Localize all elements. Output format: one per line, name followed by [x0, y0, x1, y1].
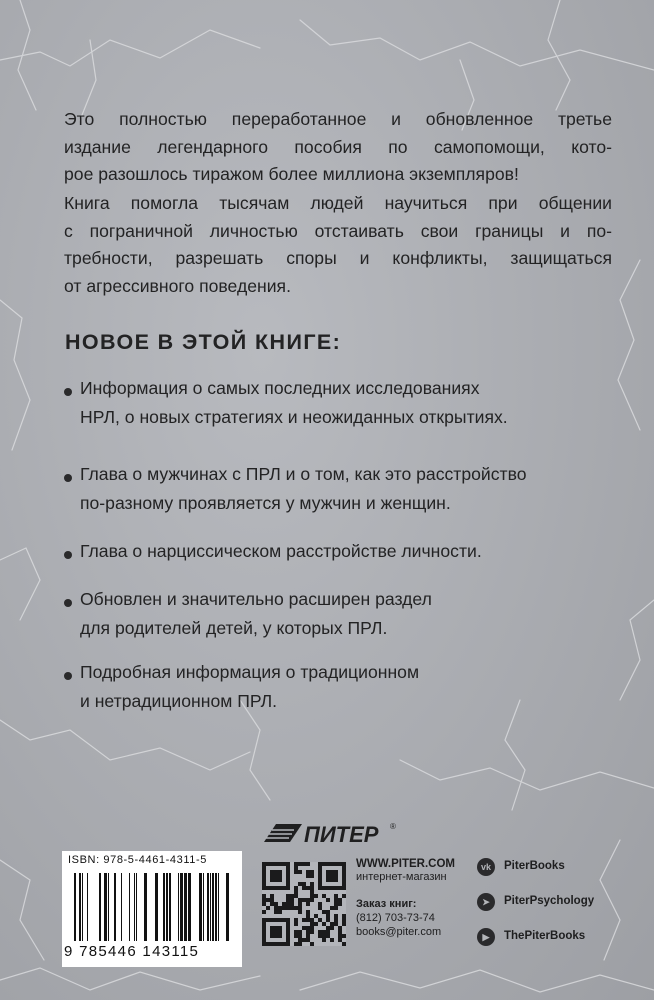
- text-line: издание легендарного пособия по самопомощи, кото-: [64, 136, 612, 157]
- qr-module: [310, 874, 314, 878]
- qr-module: [294, 918, 298, 922]
- qr-module: [266, 898, 270, 902]
- qr-module: [326, 910, 330, 914]
- barcode-bar: [169, 873, 171, 941]
- qr-module: [298, 882, 302, 886]
- qr-module: [290, 894, 294, 898]
- qr-module: [326, 926, 330, 930]
- qr-module: [338, 898, 342, 902]
- barcode-bar: [166, 873, 168, 941]
- qr-module: [306, 874, 310, 878]
- publisher-logo: [262, 818, 402, 848]
- qr-module: [274, 902, 278, 906]
- barcode-bar: [104, 873, 107, 941]
- qr-module: [330, 926, 334, 930]
- barcode-bar: [207, 873, 209, 941]
- qr-module: [338, 930, 342, 934]
- text-line: Книга помогла тысячам людей научиться при общении: [64, 193, 612, 213]
- section-heading: НОВОЕ В ЭТОЙ КНИГЕ:: [65, 330, 342, 354]
- qr-module: [306, 918, 310, 922]
- barcode-bar: [129, 873, 130, 941]
- qr-module: [334, 918, 338, 922]
- qr-module: [322, 910, 326, 914]
- barcode-bar: [226, 873, 229, 941]
- registered-mark: ®: [390, 822, 396, 831]
- isbn-label: ISBN: 978-5-4461-4311-5: [68, 854, 207, 866]
- qr-module: [322, 930, 326, 934]
- text-line: с пограничной личностью отстаивать свои границы и по-: [64, 220, 612, 241]
- social-name: PiterPsychology: [504, 895, 595, 907]
- barcode-bar: [134, 873, 135, 941]
- qr-module: [302, 886, 306, 890]
- qr-module: [342, 894, 346, 898]
- qr-module: [274, 906, 278, 910]
- qr-module: [294, 894, 298, 898]
- qr-module: [334, 914, 338, 918]
- qr-module: [318, 934, 322, 938]
- qr-module: [306, 886, 310, 890]
- qr-module: [274, 910, 278, 914]
- qr-module: [294, 866, 298, 870]
- list-item-line: для родителей детей, у которых ПРЛ.: [80, 618, 388, 638]
- vk-icon: vk: [477, 858, 495, 876]
- barcode-bar: [215, 873, 217, 941]
- qr-module: [326, 934, 330, 938]
- qr-module: [310, 870, 314, 874]
- qr-module: [302, 862, 306, 866]
- list-item-line: по-разному проявляется у мужчин и женщин.: [80, 493, 451, 513]
- qr-module: [334, 906, 338, 910]
- qr-module: [330, 906, 334, 910]
- qr-module: [326, 930, 330, 934]
- barcode-bar: [74, 873, 76, 941]
- barcode-bar: [79, 873, 81, 941]
- list-item-line: Глава о мужчинах с ПРЛ и о том, как это расстройство: [80, 464, 527, 484]
- qr-module: [314, 922, 318, 926]
- qr-module: [322, 922, 326, 926]
- qr-module: [302, 938, 306, 942]
- qr-module: [298, 938, 302, 942]
- bullet-icon: [64, 599, 72, 607]
- qr-module: [314, 894, 318, 898]
- text-line: рое разошлось тиражом более миллиона экземпляров!: [64, 164, 519, 184]
- qr-module: [334, 894, 338, 898]
- qr-module: [318, 902, 322, 906]
- qr-module: [286, 906, 290, 910]
- qr-module: [298, 870, 302, 874]
- qr-module: [294, 934, 298, 938]
- barcode-bar: [199, 873, 202, 941]
- qr-module: [334, 922, 338, 926]
- qr-module: [334, 902, 338, 906]
- qr-module: [326, 898, 330, 902]
- qr-module: [306, 930, 310, 934]
- qr-module: [298, 942, 302, 946]
- text-line: требности, разрешать споры и конфликты, защищаться: [64, 248, 612, 268]
- order-label: Заказ книг:: [356, 898, 417, 910]
- list-item-line: и нетрадиционном ПРЛ.: [80, 691, 278, 711]
- qr-module: [282, 902, 286, 906]
- list-item-line: Информация о самых последних исследованиях: [80, 378, 480, 398]
- order-email[interactable]: books@piter.com: [356, 926, 442, 938]
- qr-module: [294, 922, 298, 926]
- qr-module: [318, 930, 322, 934]
- qr-module: [298, 910, 302, 914]
- qr-module: [302, 898, 306, 902]
- website-caption: интернет-магазин: [356, 871, 447, 883]
- isbn-barcode-block: [62, 851, 242, 967]
- qr-module: [306, 870, 310, 874]
- qr-module: [342, 942, 346, 946]
- qr-module: [294, 886, 298, 890]
- barcode-bar: [99, 873, 101, 941]
- qr-module: [326, 914, 330, 918]
- social-name: PiterBooks: [504, 860, 565, 872]
- qr-module: [322, 934, 326, 938]
- barcode-bar: [163, 873, 165, 941]
- text-line: Это полностью переработанное и обновленное третье: [64, 109, 612, 129]
- qr-module: [302, 918, 306, 922]
- barcode-bar: [108, 873, 109, 941]
- qr-module: [306, 902, 310, 906]
- qr-module: [338, 926, 342, 930]
- qr-module: [278, 910, 282, 914]
- qr-module: [338, 934, 342, 938]
- barcode-bar: [136, 873, 137, 941]
- social-name: ThePiterBooks: [504, 930, 586, 942]
- bullet-icon: [64, 672, 72, 680]
- barcode-bar: [178, 873, 179, 941]
- qr-module: [310, 894, 314, 898]
- qr-module: [290, 902, 294, 906]
- qr-module: [294, 890, 298, 894]
- barcode-bar: [210, 873, 211, 941]
- qr-module: [322, 938, 326, 942]
- intro-paragraph-2: [64, 190, 612, 300]
- qr-module: [278, 906, 282, 910]
- qr-module: [290, 898, 294, 902]
- logo-text: ПИТЕР: [304, 822, 379, 847]
- qr-module: [262, 902, 266, 906]
- qr-module: [286, 894, 290, 898]
- qr-module: [318, 906, 322, 910]
- qr-module: [310, 882, 314, 886]
- qr-module: [282, 906, 286, 910]
- qr-module: [302, 926, 306, 930]
- order-phone: (812) 703-73-74: [356, 912, 435, 924]
- qr-module: [266, 906, 270, 910]
- website-link[interactable]: WWW.PITER.COM: [356, 858, 456, 870]
- qr-module: [306, 910, 310, 914]
- barcode-bar: [155, 873, 158, 941]
- qr-module: [294, 942, 298, 946]
- qr-module: [298, 902, 302, 906]
- qr-module: [318, 918, 322, 922]
- qr-module: [294, 870, 298, 874]
- qr-module: [298, 898, 302, 902]
- bullet-icon: [64, 474, 72, 482]
- qr-module: [270, 902, 274, 906]
- barcode-bar: [184, 873, 187, 941]
- qr-module: [290, 906, 294, 910]
- qr-finder-center: [270, 870, 282, 882]
- barcode-bar: [121, 873, 122, 941]
- list-item-line: Обновлен и значительно расширен раздел: [80, 589, 432, 609]
- barcode-bar: [212, 873, 214, 941]
- qr-module: [298, 906, 302, 910]
- qr-module: [310, 886, 314, 890]
- barcode-bar: [114, 873, 116, 941]
- intro-paragraph-1: [64, 106, 612, 189]
- qr-module: [298, 934, 302, 938]
- qr-module: [322, 894, 326, 898]
- qr-module: [294, 862, 298, 866]
- barcode-bar: [82, 873, 83, 941]
- qr-module: [342, 934, 346, 938]
- qr-module: [306, 862, 310, 866]
- barcode-digits: 9 785446 143115: [64, 943, 200, 960]
- qr-module: [342, 914, 346, 918]
- website-info: [356, 858, 455, 883]
- barcode-bar: [87, 873, 88, 941]
- qr-module: [330, 938, 334, 942]
- qr-module: [310, 890, 314, 894]
- order-info: [356, 897, 441, 939]
- barcode: [66, 871, 238, 943]
- qr-module: [306, 914, 310, 918]
- qr-module: [306, 926, 310, 930]
- qr-module: [338, 938, 342, 942]
- qr-module: [310, 926, 314, 930]
- qr-module: [298, 862, 302, 866]
- barcode-bar: [144, 873, 147, 941]
- qr-module: [286, 898, 290, 902]
- qr-module: [338, 902, 342, 906]
- qr-module: [286, 902, 290, 906]
- qr-module: [326, 918, 330, 922]
- qr-module: [306, 898, 310, 902]
- qr-module: [310, 942, 314, 946]
- barcode-bar: [203, 873, 204, 941]
- list-item-line: НРЛ, о новых стратегиях и неожиданных открытиях.: [80, 407, 508, 427]
- qr-module: [342, 918, 346, 922]
- qr-module: [310, 922, 314, 926]
- bullet-icon: [64, 388, 72, 396]
- qr-finder-center: [326, 870, 338, 882]
- qr-finder-center: [270, 926, 282, 938]
- list-item-line: Глава о нарциссическом расстройстве личности.: [80, 541, 482, 561]
- qr-module: [302, 882, 306, 886]
- qr-module: [342, 922, 346, 926]
- barcode-bar: [188, 873, 191, 941]
- qr-module: [310, 918, 314, 922]
- telegram-icon: ➤: [477, 893, 495, 911]
- qr-module: [294, 906, 298, 910]
- qr-module: [306, 934, 310, 938]
- qr-module: [262, 894, 266, 898]
- qr-module: [262, 910, 266, 914]
- qr-module: [314, 914, 318, 918]
- text-line: от агрессивного поведения.: [64, 275, 291, 296]
- bullet-icon: [64, 551, 72, 559]
- qr-module: [270, 898, 274, 902]
- qr-module: [294, 930, 298, 934]
- list-item-line: Подробная информация о традиционном: [80, 662, 420, 682]
- barcode-bar: [218, 873, 219, 941]
- qr-code[interactable]: [262, 862, 346, 946]
- qr-module: [334, 898, 338, 902]
- qr-module: [270, 894, 274, 898]
- qr-module: [310, 930, 314, 934]
- barcode-bar: [180, 873, 183, 941]
- qr-module: [298, 930, 302, 934]
- qr-module: [310, 898, 314, 902]
- youtube-icon: ▶: [477, 928, 495, 946]
- qr-module: [330, 922, 334, 926]
- qr-module: [262, 898, 266, 902]
- qr-module: [306, 938, 310, 942]
